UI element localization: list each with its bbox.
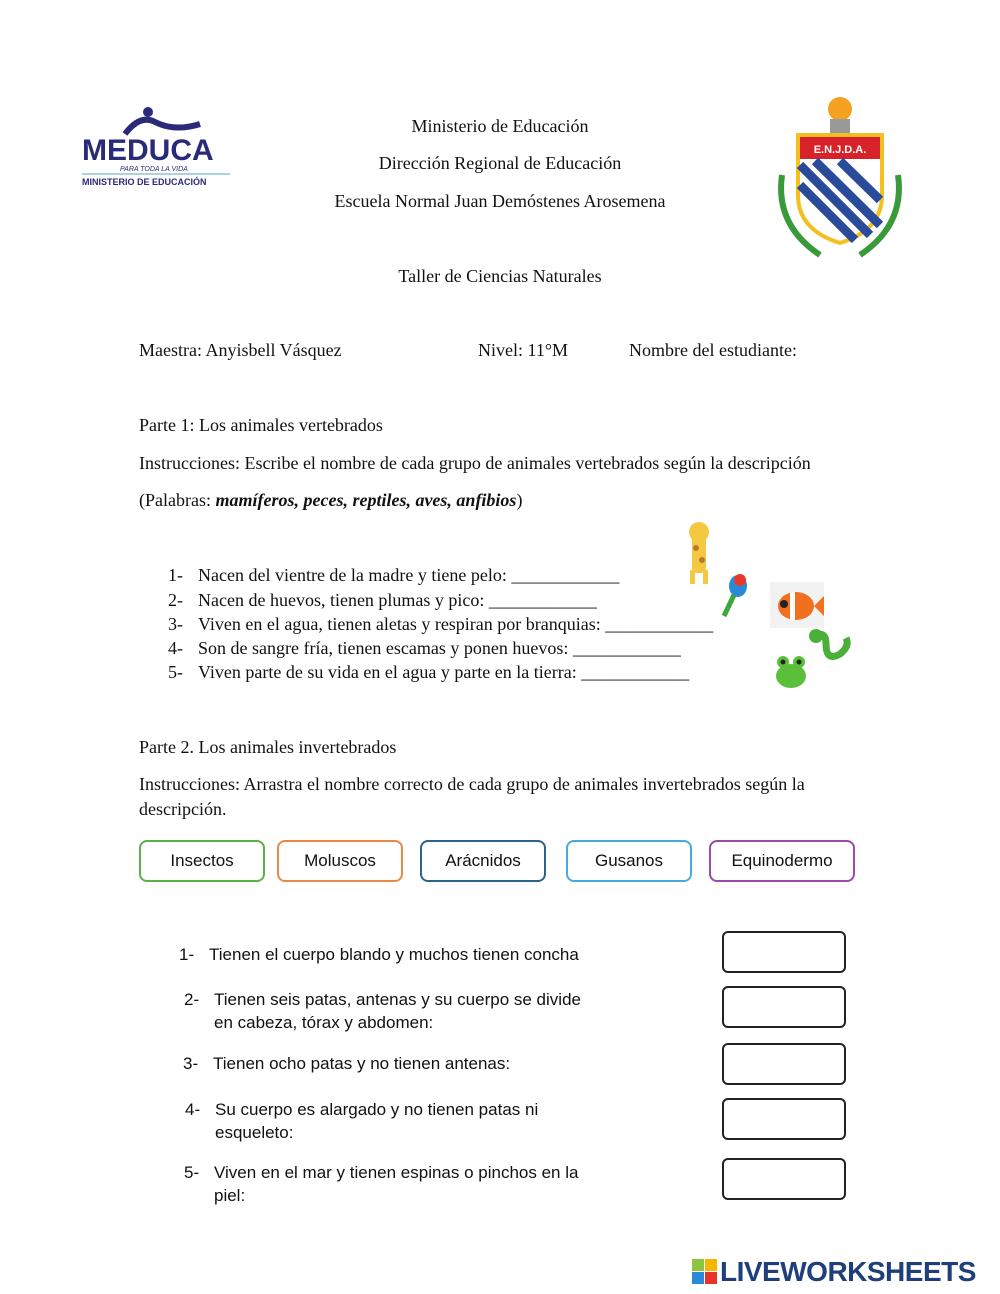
header-regional: Dirección Regional de Educación [378,153,622,173]
option-insectos[interactable]: Insectos [139,840,265,882]
teacher-name: Maestra: Anyisbell Vásquez [139,340,342,360]
liveworksheets-wordmark: LIVEWORKSHEETS [720,1256,976,1287]
giraffe-icon [680,518,720,591]
option-aracnidos[interactable]: Arácnidos [420,840,546,882]
question-line: Viven en el mar y tienen espinas o pinchos en la [214,1163,579,1182]
list-item[interactable] [168,614,713,635]
answer-drop-box-1[interactable] [722,931,846,973]
item-number: 1- [168,565,183,585]
question-3 [183,1052,510,1075]
words-suffix: ) [516,490,523,510]
enjda-crest [770,95,910,265]
svg-text:E.N.J.D.A.: E.N.J.D.A. [813,144,867,156]
item-text: Viven parte de su vida en el agua y parte en la tierra: ____________ [198,662,690,682]
question-1 [179,943,579,966]
answer-drop-box-4[interactable] [722,1098,846,1140]
question-text [215,1098,538,1144]
svg-text:MINISTERIO DE EDUCACIÓN: MINISTERIO DE EDUCACIÓN [82,177,207,187]
question-line: esqueleto: [215,1123,294,1142]
list-item[interactable] [168,662,689,683]
question-line: en cabeza, tórax y abdomen: [214,1013,434,1032]
question-line: Tienen seis patas, antenas y su cuerpo se divide [214,990,581,1009]
frog-icon [772,650,810,697]
question-number: 1- [179,945,195,964]
item-text: Nacen del vientre de la madre y tiene pelo: ____________ [198,565,620,585]
list-item[interactable] [168,590,597,611]
option-equinodermo[interactable]: Equinodermo [709,840,855,882]
part2-instructions-cont: descripción. [139,799,227,819]
question-number: 2- [184,990,200,1009]
list-item[interactable] [168,565,619,586]
meduca-logo [80,104,235,195]
header-ministry: Ministerio de Educación [411,116,589,136]
question-4 [185,1098,538,1144]
answer-drop-box-5[interactable] [722,1158,846,1200]
option-gusanos[interactable]: Gusanos [566,840,692,882]
question-number: 4- [185,1100,201,1119]
item-text: Viven en el agua, tienen aletas y respiran por branquias: ____________ [198,614,714,634]
answer-drop-box-2[interactable] [722,986,846,1028]
page-title: Taller de Ciencias Naturales [398,266,602,286]
live-blocks-icon [692,1259,718,1285]
svg-text:MEDUCA: MEDUCA [82,134,214,167]
question-text: Tienen ocho patas y no tienen antenas: [213,1054,511,1073]
words-prefix: (Palabras: [139,490,216,510]
question-number: 3- [183,1054,199,1073]
question-text [214,1161,578,1207]
item-number: 4- [168,638,183,658]
student-name-label: Nombre del estudiante: [629,340,797,360]
item-text: Nacen de huevos, tienen plumas y pico: ____________ [198,590,597,610]
part2-instructions: Instrucciones: Arrastra el nombre correcto de cada grupo de animales invertebrados según la [139,774,805,794]
list-item[interactable] [168,638,681,659]
option-moluscos[interactable]: Moluscos [277,840,403,882]
part1-words [139,490,522,511]
item-number: 3- [168,614,183,634]
level: Nivel: 11°M [478,340,569,360]
header-school: Escuela Normal Juan Demóstenes Arosemena [334,191,666,211]
question-number: 5- [184,1163,200,1182]
question-line: piel: [214,1186,246,1205]
item-number: 2- [168,590,183,610]
item-text: Son de sangre fría, tienen escamas y ponen huevos: ____________ [198,638,681,658]
part2-title: Parte 2. Los animales invertebrados [139,737,397,757]
answer-drop-box-3[interactable] [722,1043,846,1085]
liveworksheets-logo [692,1256,976,1288]
parrot-icon [720,570,755,625]
question-text: Tienen el cuerpo blando y muchos tienen concha [209,945,579,964]
part1-title: Parte 1: Los animales vertebrados [139,415,383,435]
question-line: Su cuerpo es alargado y no tienen patas ni [215,1100,539,1119]
item-number: 5- [168,662,183,682]
snake-icon [806,624,852,673]
part1-instructions: Instrucciones: Escribe el nombre de cada grupo de animales vertebrados según la descripción [139,453,811,473]
question-5 [184,1161,578,1207]
question-2 [184,988,581,1034]
question-text [214,988,581,1034]
word-bank: mamíferos, peces, reptiles, aves, anfibios [215,490,517,510]
svg-text:PARA TODA LA VIDA: PARA TODA LA VIDA [120,166,188,173]
